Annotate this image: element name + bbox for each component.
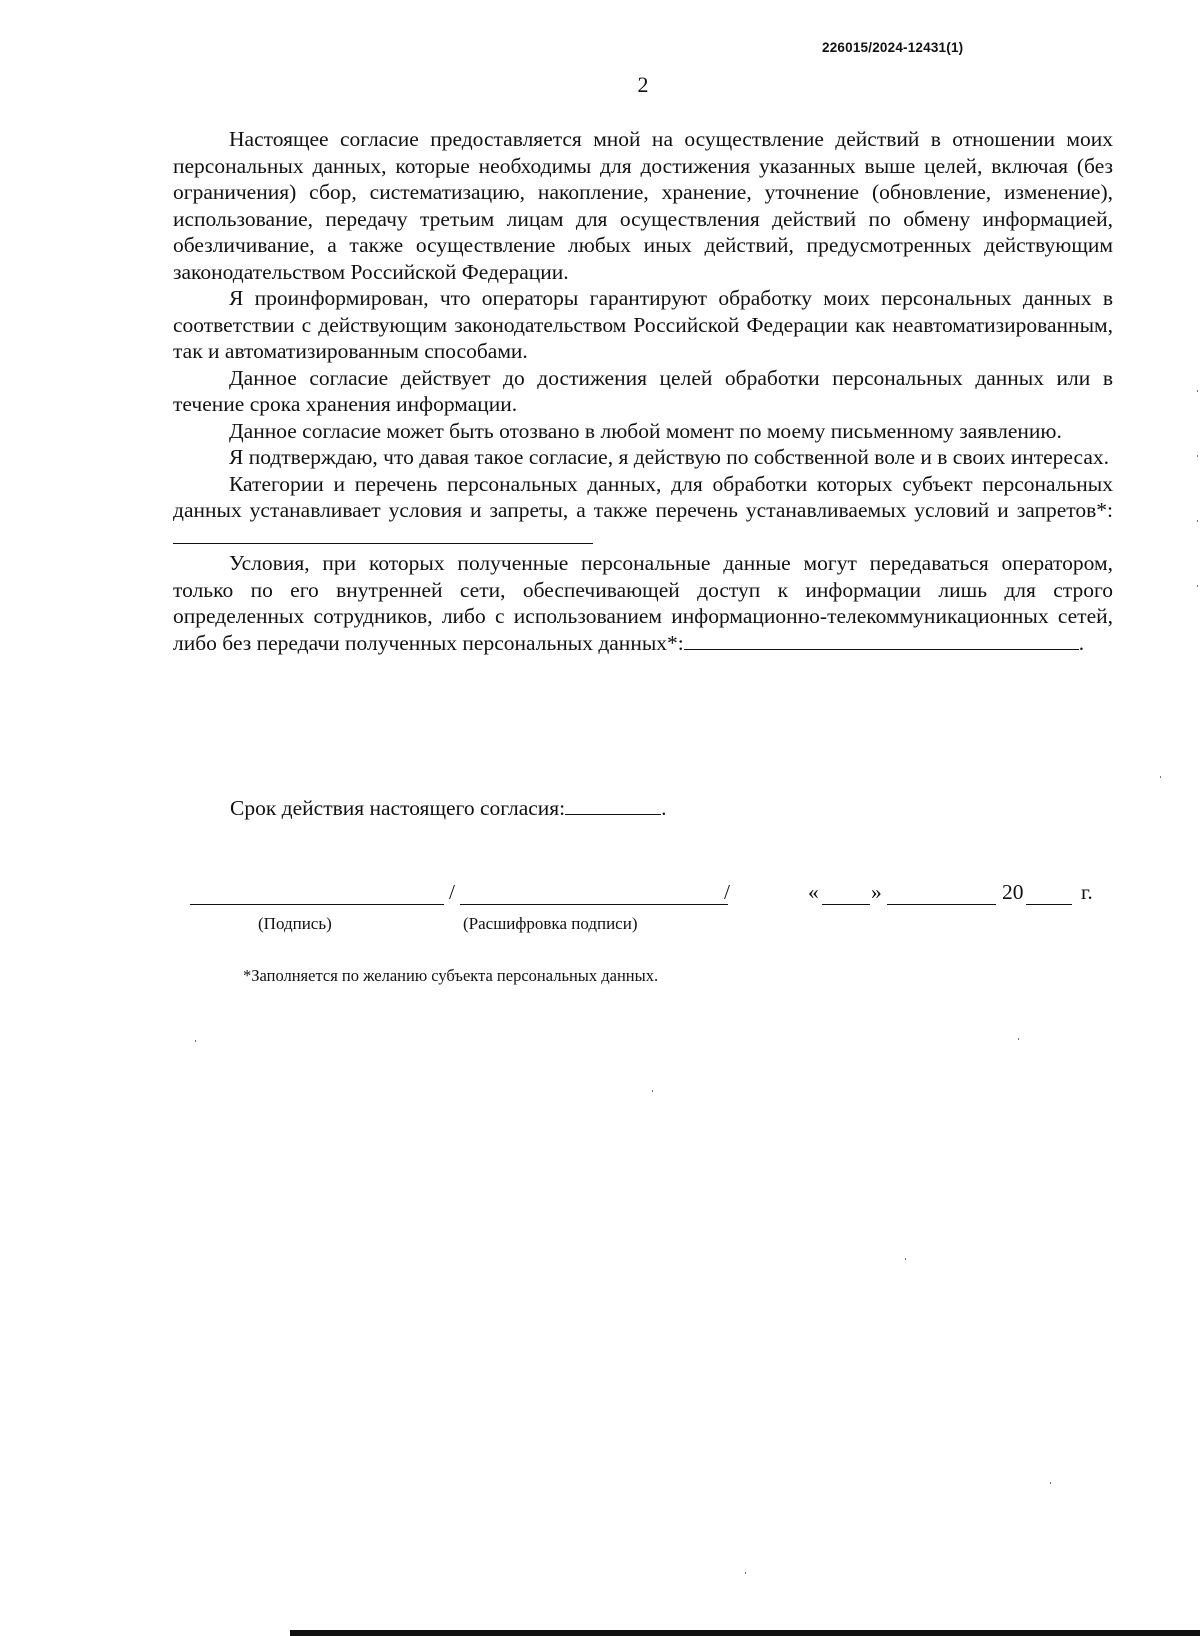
signature-label: (Подпись) xyxy=(258,914,332,933)
scan-artifact xyxy=(1197,455,1198,457)
categories-blank-field[interactable] xyxy=(173,524,593,544)
scan-artifact xyxy=(745,1572,746,1574)
paragraph-revocation: Данное согласие может быть отозвано в любой момент по моему письменному заявлению. xyxy=(229,418,1062,443)
footnote: *Заполняется по желанию субъекта персональных данных. xyxy=(243,966,659,985)
paragraph-categories xyxy=(173,471,1113,551)
document-number: 226015/2024-12431(1) xyxy=(822,40,964,55)
paragraph-free-will: Я подтверждаю, что давая такое согласие, я действую по собственной воле и в своих интересах. xyxy=(229,445,1109,469)
page-number: 2 xyxy=(637,72,649,97)
scan-artifact xyxy=(1018,1038,1019,1040)
slash-separator-1: / xyxy=(449,880,455,904)
scan-edge-bar xyxy=(290,1630,1200,1636)
scan-artifact xyxy=(905,1258,906,1260)
month-line[interactable] xyxy=(887,904,996,905)
term-blank-field[interactable] xyxy=(565,795,661,815)
day-quote-close: » xyxy=(871,880,882,904)
conditions-period: . xyxy=(1078,630,1085,655)
scan-artifact xyxy=(652,1090,653,1092)
consent-body xyxy=(173,126,1113,656)
paragraph-actions: Настоящее согласие предоставляется мной на осуществление действий в отношении моих персональных данных, которые необходимы для достижения указанных выше целей, включая (без ограничения) сбор, систематизацию, накопление, хранение, уточнение (обновление, изменение), использование, передачу третьим лицам для осуществления действий по обмену информацией, обезличивание, а также осуществление любых иных действий, предусмотренных действующим законодательством Российской Федерации. xyxy=(173,127,1113,284)
scan-artifact xyxy=(1197,390,1198,392)
scan-artifact xyxy=(1197,585,1198,587)
term-label: Срок действия настоящего согласия: xyxy=(230,796,566,820)
paragraph-validity: Данное согласие действует до достижения целей обработки персональных данных или в течение срока хранения информации. xyxy=(173,365,1113,416)
signature-decryption-line[interactable] xyxy=(460,904,728,905)
scan-artifact xyxy=(1197,520,1198,522)
slash-separator-2: / xyxy=(724,880,730,904)
day-quote-open: « xyxy=(808,880,819,904)
scan-artifact xyxy=(1160,776,1161,778)
categories-text: Категории и перечень персональных данных, для обработки которых субъект персональных данных устанавливает условия и запреты, а также перечень устанавливаемых условий и запретов*: xyxy=(173,471,1113,522)
term-period: . xyxy=(661,796,667,820)
signature-line[interactable] xyxy=(190,904,444,905)
consent-term xyxy=(230,795,667,821)
conditions-text: Условия, при которых полученные персональные данные могут передаваться оператором, только по его внутренней сети, обеспечивающей доступ к информации лишь для строго определенных сотрудников, либо с использованием информационно-телекоммуникационных сетей, либо без передачи полученных персональных данных*: xyxy=(173,551,1113,655)
paragraph-conditions xyxy=(173,550,1113,656)
day-line[interactable] xyxy=(822,904,870,905)
decryption-label: (Расшифровка подписи) xyxy=(463,914,638,933)
paragraph-informed: Я проинформирован, что операторы гарантируют обработку моих персональных данных в соответствии с действующим законодательством Российской Федерации как неавтоматизированным, так и автоматизированным способами. xyxy=(173,286,1113,363)
year-line[interactable] xyxy=(1026,904,1072,905)
scan-artifact xyxy=(1050,1482,1051,1484)
year-suffix: г. xyxy=(1081,880,1093,904)
year-prefix: 20 xyxy=(1002,880,1024,904)
scan-artifact xyxy=(195,1040,196,1042)
conditions-blank-field[interactable] xyxy=(684,630,1079,650)
signature-row xyxy=(0,880,1200,910)
